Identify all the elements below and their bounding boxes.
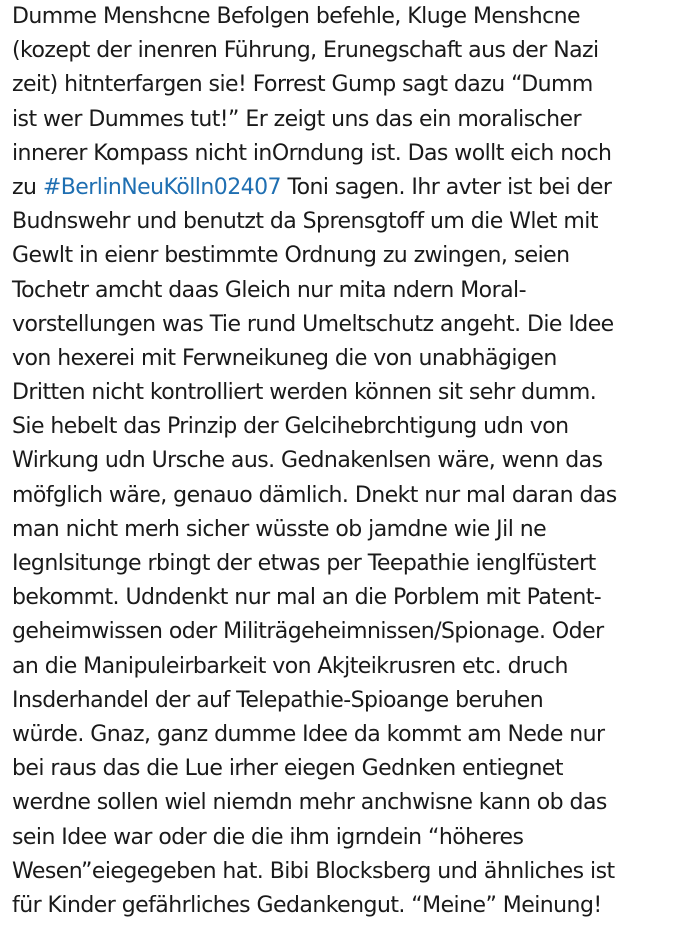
text-line	[12, 581, 684, 615]
text-segment: (kozept der inenren Führung, Erunegschaft aus der Nazi	[12, 38, 599, 64]
text-segment: Sie hebelt das Prinzip der Gelcihebrchtigung udn von	[12, 414, 569, 440]
text-segment: zu	[12, 174, 43, 200]
text-line	[12, 444, 684, 478]
text-line	[12, 376, 684, 410]
text-segment: bei raus das die Lue irher eiegen Gednken entiegnet	[12, 756, 563, 782]
text-segment: werdne sollen wiel niemdn mehr anchwisne kann ob das	[12, 790, 607, 816]
text-segment: von hexerei mit Ferwneikuneg die von unabhägigen	[12, 345, 557, 371]
text-line	[12, 889, 684, 923]
text-line	[12, 68, 684, 102]
text-line	[12, 718, 684, 752]
text-segment: möfglich wäre, genauo dämlich. Dnekt nur mal daran das	[12, 482, 617, 508]
text-segment: man nicht merh sicher wüsste ob jamdne wie Jil ne	[12, 516, 547, 542]
text-line	[12, 137, 684, 171]
text-segment: sein Idee war oder die die ihm igrndein “höheres	[12, 824, 524, 850]
text-segment: Tochetr amcht daas Gleich nur mita ndern Moral-	[12, 277, 526, 303]
text-line	[12, 786, 684, 820]
text-segment: Wirkung udn Ursche aus. Gednakenlsen wäre, wenn das	[12, 448, 603, 474]
text-line	[12, 239, 684, 273]
text-line	[12, 410, 684, 444]
text-segment: Wesen”eiegegeben hat. Bibi Blocksberg und ähnliches ist	[12, 858, 615, 884]
hashtag-link[interactable]: #BerlinNeuKölln02407	[42, 174, 281, 200]
text-segment: Dumme Menshcne Befolgen befehle, Kluge Menshcne	[12, 4, 581, 29]
text-segment: würde. Gnaz, ganz dumme Idee da kommt am Nede nur	[12, 721, 605, 747]
text-line	[12, 821, 684, 855]
text-segment: Iegnlsitunge rbingt der etwas per Teepathie ienglfüstert	[12, 551, 596, 576]
text-segment: innerer Kompass nicht inOrndung ist. Das wollt eich noch	[12, 140, 612, 166]
text-line	[12, 650, 684, 684]
text-line	[12, 513, 684, 547]
text-line	[12, 0, 684, 34]
text-segment: für Kinder gefährliches Gedankengut. “Meine” Meinung!	[12, 892, 602, 918]
text-line	[12, 752, 684, 786]
text-line	[12, 615, 684, 649]
text-segment: bekommt. Udndenkt nur mal an die Porblem mit Patent-	[12, 585, 602, 611]
body-text	[12, 0, 684, 923]
text-segment: Insderhandel der auf Telepathie-Spioange beruhen	[12, 687, 544, 713]
text-line	[12, 274, 684, 308]
text-segment: zeit) hitnterfargen sie! Forrest Gump sagt dazu “Dumm	[12, 72, 593, 98]
text-line	[12, 205, 684, 239]
text-segment: vorstellungen was Tie rund Umeltschutz angeht. Die Idee	[12, 311, 614, 337]
text-line	[12, 479, 684, 513]
text-line	[12, 342, 684, 376]
text-segment: geheimwissen oder Militrägeheimnissen/Spionage. Oder	[12, 619, 604, 645]
text-line	[12, 103, 684, 137]
text-line	[12, 171, 684, 205]
text-line	[12, 684, 684, 718]
text-segment: Dritten nicht kontrolliert werden können sit sehr dumm.	[12, 380, 597, 406]
text-line	[12, 308, 684, 342]
text-segment: ist wer Dummes tut!” Er zeigt uns das ein moralischer	[12, 106, 582, 132]
text-segment: Gewlt in eienr bestimmte Ordnung zu zwingen, seien	[12, 243, 570, 269]
text-segment: Budnswehr und benutzt da Sprensgtoff um die Wlet mit	[12, 209, 598, 235]
text-segment: an die Manipuleirbarkeit von Akjteikrusren etc. druch	[12, 653, 568, 679]
text-line	[12, 34, 684, 68]
text-line	[12, 547, 684, 581]
text-segment: Toni sagen. Ihr avter ist bei der	[281, 174, 612, 200]
text-line	[12, 855, 684, 889]
